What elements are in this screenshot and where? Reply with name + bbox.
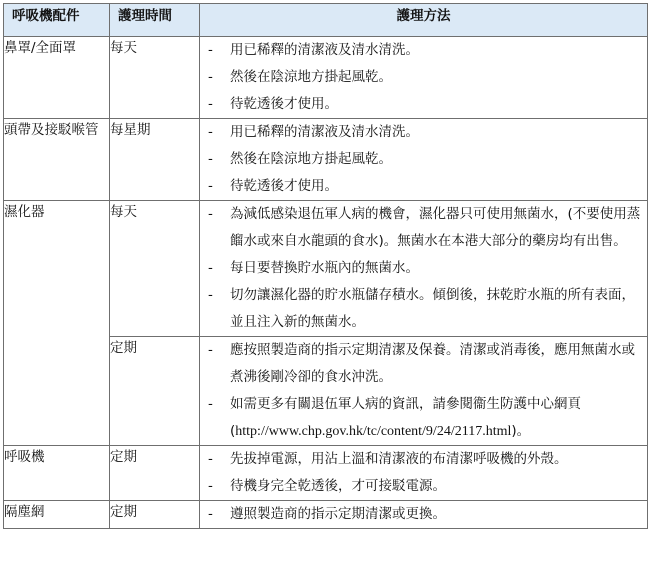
header-row [4, 4, 648, 37]
care-table [3, 3, 648, 529]
step-list [200, 446, 647, 500]
list-item [200, 337, 647, 391]
method-cell [200, 446, 648, 501]
step-text-end: )。 [511, 423, 531, 439]
method-cell [200, 501, 648, 529]
step-text: 每日要替換貯水瓶內的無菌水。 [230, 260, 419, 276]
step-list [200, 501, 647, 528]
list-item [200, 146, 647, 173]
step-text: 如需更多有關退伍軍人病的資訊，請參閱衞生防護中心網頁 ( [230, 396, 581, 439]
list-item [200, 37, 647, 64]
step-list [200, 337, 647, 445]
bullet-dash: - [208, 151, 213, 167]
header-part: 呼吸機配件 [4, 4, 110, 37]
time-cell: 每天 [110, 201, 200, 337]
list-item [200, 201, 647, 255]
bullet-dash: - [208, 178, 213, 194]
step-text: 待乾透後才使用。 [230, 96, 338, 112]
method-cell [200, 119, 648, 201]
method-cell [200, 37, 648, 119]
step-text: 用已稀釋的清潔液及清水清洗。 [230, 42, 419, 58]
bullet-dash: - [208, 451, 213, 467]
part-cell: 濕化器 [4, 201, 110, 446]
bullet-dash: - [208, 396, 213, 412]
part-cell: 隔塵網 [4, 501, 110, 529]
step-text: 先拔掉電源，用沾上溫和清潔液的布清潔呼吸機的外殼。 [230, 451, 568, 467]
bullet-dash: - [208, 287, 213, 303]
bullet-dash: - [208, 124, 213, 140]
bullet-dash: - [208, 69, 213, 85]
time-cell: 定期 [110, 337, 200, 446]
table-row-filter [4, 501, 648, 529]
bullet-dash: - [208, 506, 213, 522]
bullet-dash: - [208, 206, 213, 222]
list-item [200, 255, 647, 282]
time-cell: 定期 [110, 446, 200, 501]
list-item [200, 501, 647, 528]
list-item [200, 473, 647, 500]
chp-link[interactable]: http://www.chp.gov.hk/tc/content/9/24/2117.html [235, 424, 512, 439]
table-row-humidifier-daily [4, 201, 648, 337]
bullet-dash: - [208, 260, 213, 276]
bullet-dash: - [208, 342, 213, 358]
list-item [200, 391, 647, 445]
time-cell: 每天 [110, 37, 200, 119]
time-cell: 每星期 [110, 119, 200, 201]
step-text: 為減低感染退伍軍人病的機會，濕化器只可使用無菌水，(不要使用蒸餾水或來自水龍頭的食水)。無菌水在本港大部分的藥房均有出售。 [230, 206, 641, 249]
step-list [200, 201, 647, 336]
step-list [200, 37, 647, 118]
method-cell [200, 337, 648, 446]
step-text: 然後在陰涼地方掛起風乾。 [230, 69, 392, 85]
header-method: 護理方法 [200, 4, 648, 37]
step-list [200, 119, 647, 200]
step-text: 應按照製造商的指示定期清潔及保養。清潔或消毒後，應用無菌水或煮沸後剛冷卻的食水沖洗。 [230, 342, 635, 385]
time-cell: 定期 [110, 501, 200, 529]
list-item [200, 446, 647, 473]
method-cell [200, 201, 648, 337]
list-item [200, 173, 647, 200]
bullet-dash: - [208, 42, 213, 58]
list-item [200, 64, 647, 91]
bullet-dash: - [208, 478, 213, 494]
step-text: 切勿讓濕化器的貯水瓶儲存積水。傾倒後，抹乾貯水瓶的所有表面，並且注入新的無菌水。 [230, 287, 635, 330]
list-item [200, 119, 647, 146]
part-cell: 鼻罩/全面罩 [4, 37, 110, 119]
step-text: 待機身完全乾透後，才可接駁電源。 [230, 478, 446, 494]
list-item [200, 91, 647, 118]
part-cell: 頭帶及接駁喉管 [4, 119, 110, 201]
bullet-dash: - [208, 96, 213, 112]
step-text: 用已稀釋的清潔液及清水清洗。 [230, 124, 419, 140]
step-text: 待乾透後才使用。 [230, 178, 338, 194]
step-text: 然後在陰涼地方掛起風乾。 [230, 151, 392, 167]
part-cell: 呼吸機 [4, 446, 110, 501]
list-item [200, 282, 647, 336]
table-row-headgear [4, 119, 648, 201]
table-row-mask [4, 37, 648, 119]
table-row-ventilator [4, 446, 648, 501]
header-time: 護理時間 [110, 4, 200, 37]
step-text: 遵照製造商的指示定期清潔或更換。 [230, 506, 446, 522]
